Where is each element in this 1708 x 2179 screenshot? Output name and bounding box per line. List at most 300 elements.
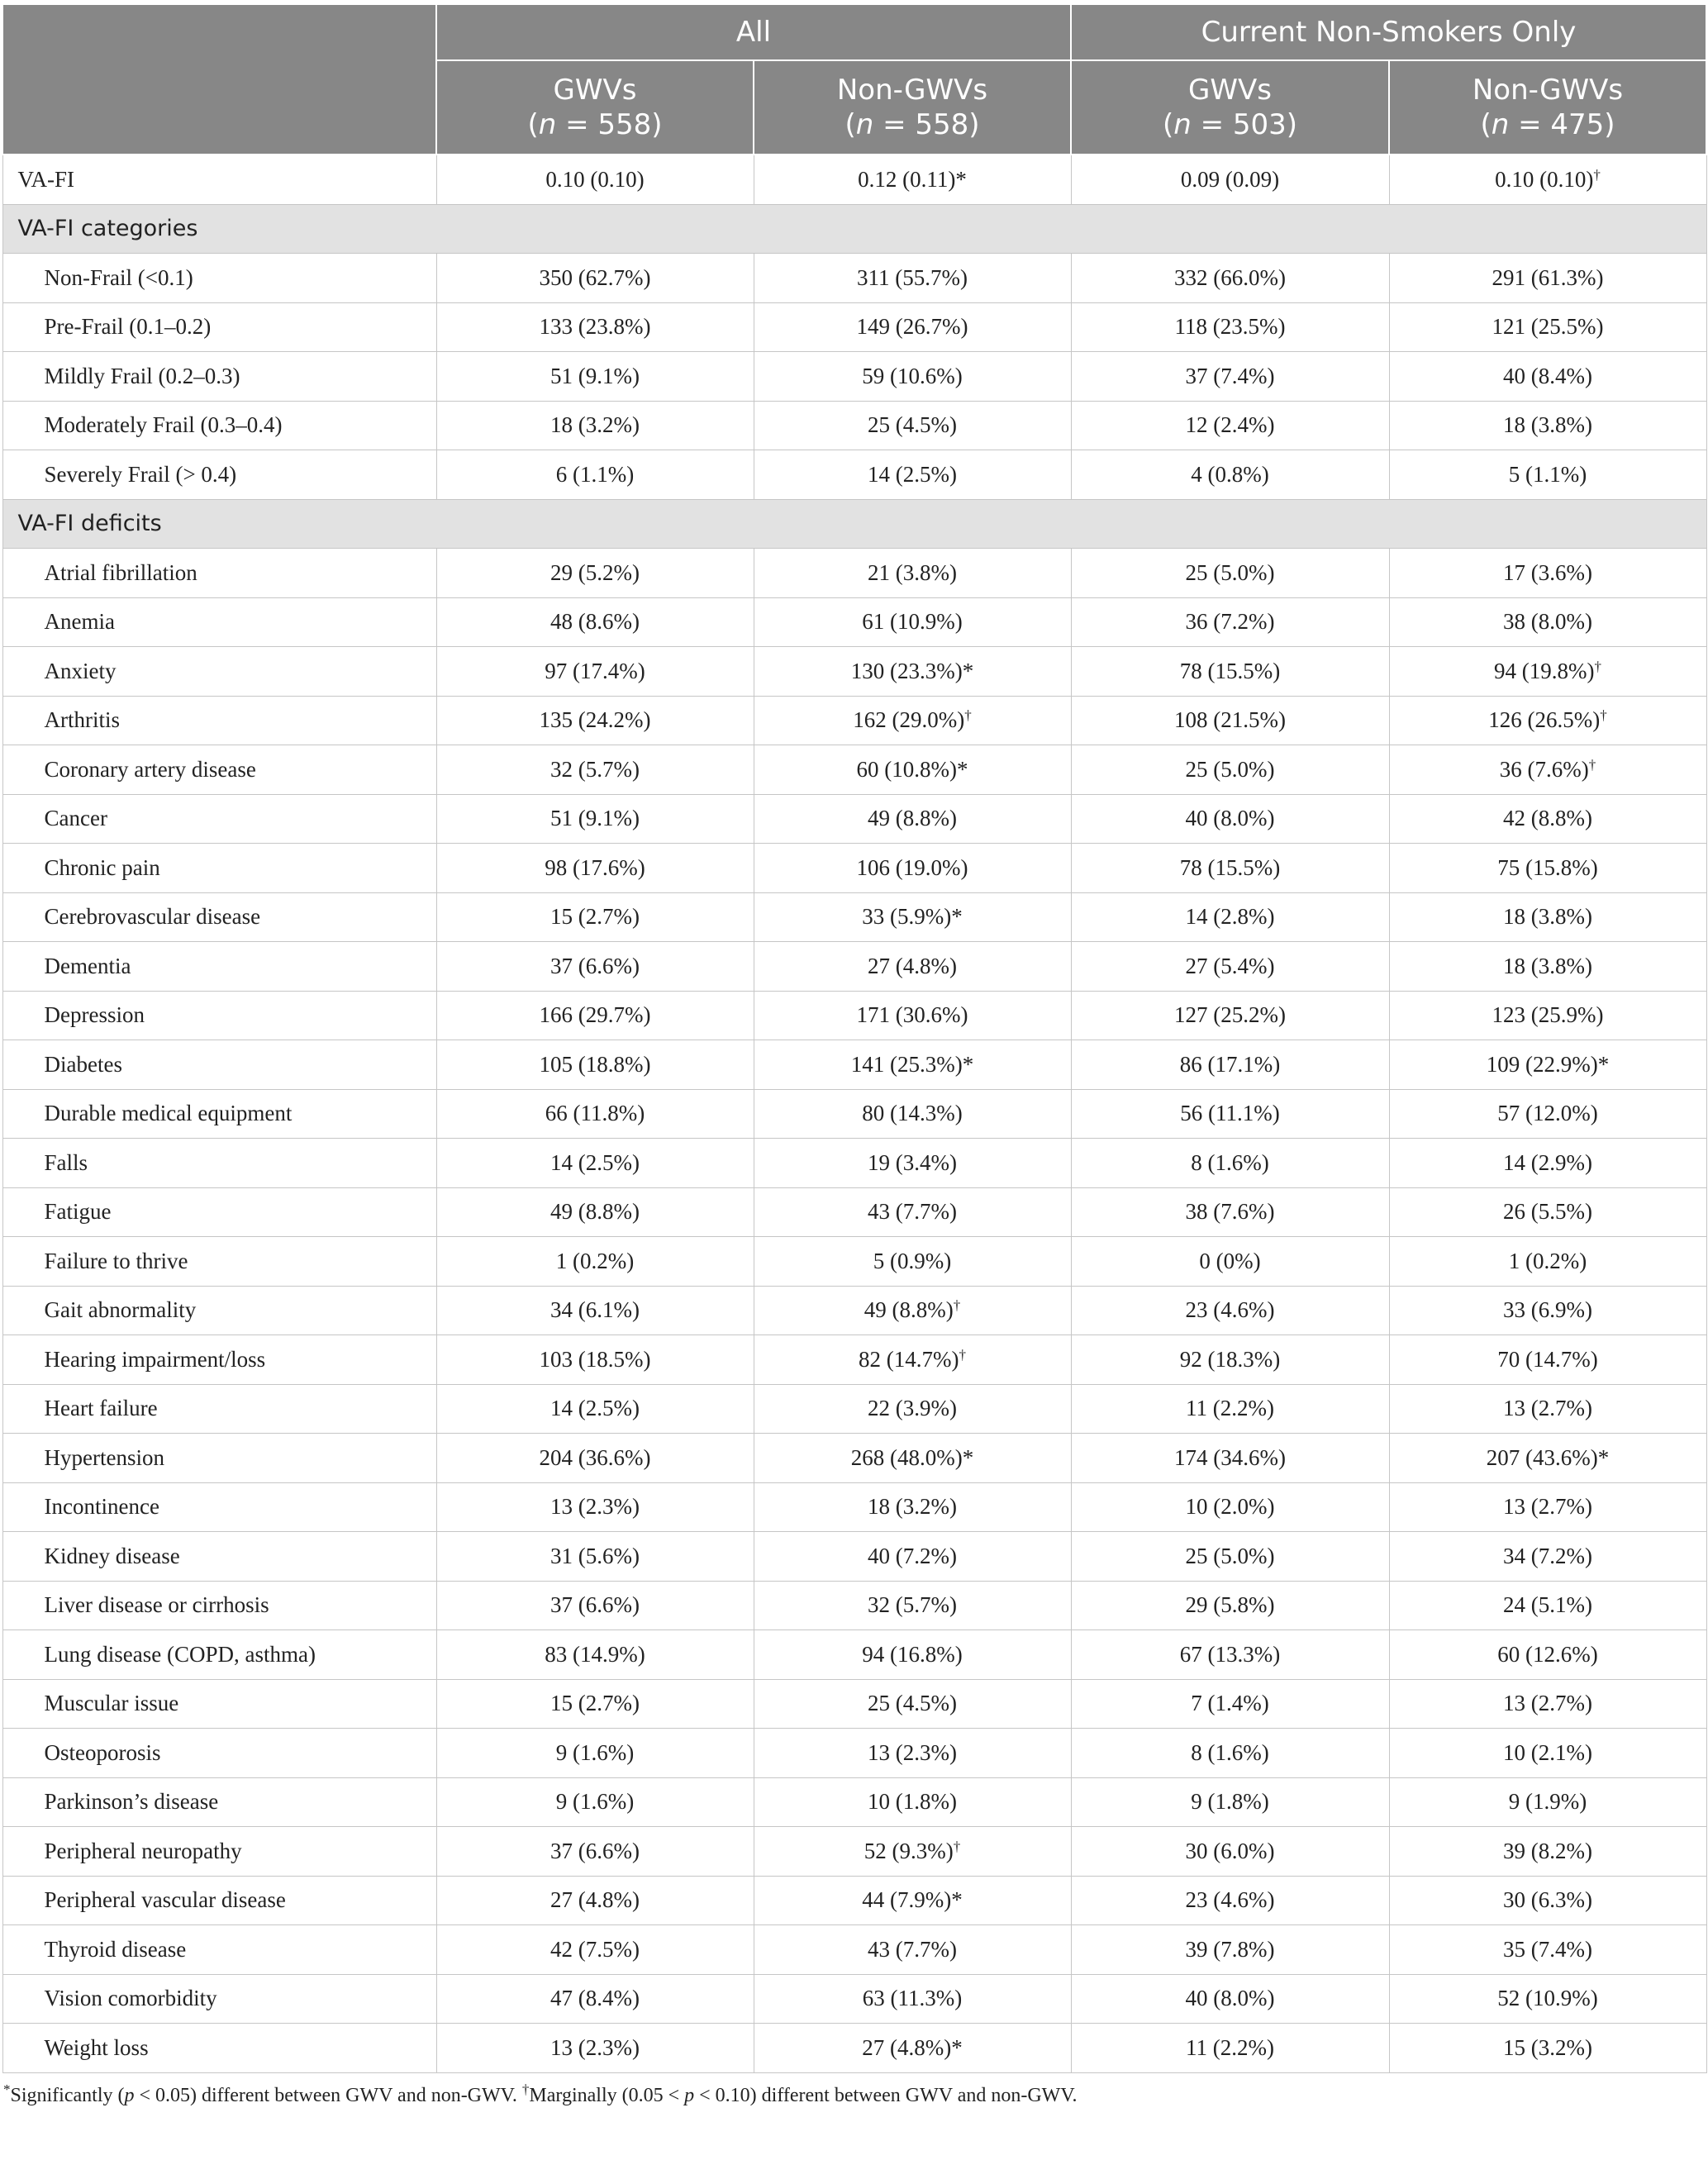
row-label: Pre-Frail (0.1–0.2)	[2, 302, 436, 352]
table-cell	[754, 1434, 1071, 1483]
table-cell	[754, 1286, 1071, 1335]
cell-value: 5 (0.9%)	[873, 1248, 952, 1273]
table-cell	[436, 549, 754, 598]
cell-value: 39 (7.8%)	[1185, 1936, 1275, 1962]
table-cell	[1071, 155, 1389, 204]
table-cell	[1389, 401, 1706, 450]
cell-value: 60 (12.6%)	[1497, 1641, 1598, 1667]
table-row	[2, 1679, 1706, 1729]
cell-value: 31 (5.6%)	[550, 1543, 640, 1568]
row-label: Diabetes	[2, 1040, 436, 1090]
cell-value: 4 (0.8%)	[1191, 461, 1269, 487]
table-cell	[1071, 302, 1389, 352]
table-header	[2, 4, 1706, 155]
table-cell	[1071, 1532, 1389, 1582]
cell-value: 15 (2.7%)	[550, 904, 640, 930]
table-cell	[754, 1974, 1071, 2024]
table-cell	[1389, 1532, 1706, 1582]
table-cell	[1071, 1630, 1389, 1680]
column-header	[436, 60, 754, 155]
table-cell	[754, 1679, 1071, 1729]
table-row	[2, 1827, 1706, 1877]
cell-marker: †	[1588, 756, 1596, 773]
table-cell	[1389, 1187, 1706, 1237]
table-cell	[1389, 1089, 1706, 1139]
cell-value: 80 (14.3%)	[862, 1101, 963, 1126]
cell-value: 1 (0.2%)	[555, 1248, 635, 1273]
table-cell	[754, 991, 1071, 1040]
table-row	[2, 549, 1706, 598]
table-cell	[1071, 1089, 1389, 1139]
cell-value: 18 (3.8%)	[1503, 953, 1592, 978]
cell-value: 9 (1.6%)	[555, 1739, 635, 1765]
row-label: Failure to thrive	[2, 1237, 436, 1287]
table-cell	[1389, 991, 1706, 1040]
table-row	[2, 1729, 1706, 1778]
table-cell	[1071, 745, 1389, 795]
cell-value: 40 (7.2%)	[868, 1543, 957, 1568]
cell-value: 133 (23.8%)	[539, 314, 651, 340]
column-header-name: Non-GWVs	[836, 74, 988, 107]
cell-value: 10 (2.1%)	[1503, 1739, 1592, 1765]
cell-marker: †	[959, 1346, 966, 1363]
cell-value: 92 (18.3%)	[1179, 1346, 1281, 1372]
cell-value: 15 (2.7%)	[550, 1691, 640, 1716]
column-header-n: (n = 558)	[527, 108, 663, 141]
table-row	[2, 450, 1706, 500]
table-row	[2, 892, 1706, 942]
table-cell	[1071, 1876, 1389, 1925]
table-row	[2, 1040, 1706, 1090]
cell-value: 130 (23.3%)*	[850, 658, 974, 683]
table-cell	[1389, 1384, 1706, 1434]
cell-value: 47 (8.4%)	[550, 1986, 640, 2011]
cell-value: 13 (2.7%)	[1503, 1691, 1592, 1716]
table-cell	[1071, 1187, 1389, 1237]
header-corner	[2, 4, 436, 155]
cell-value: 207 (43.6%)*	[1486, 1444, 1610, 1470]
table-row	[2, 1434, 1706, 1483]
cell-value: 66 (11.8%)	[545, 1101, 645, 1126]
table-cell	[754, 450, 1071, 500]
row-label: Mildly Frail (0.2–0.3)	[2, 352, 436, 402]
cell-value: 39 (8.2%)	[1503, 1838, 1592, 1863]
table-cell	[1071, 942, 1389, 992]
table-cell	[436, 1187, 754, 1237]
table-cell	[436, 1679, 754, 1729]
table-cell	[1389, 844, 1706, 893]
table-cell	[754, 1777, 1071, 1827]
cell-value: 14 (2.5%)	[550, 1149, 640, 1175]
table-row	[2, 647, 1706, 697]
table-cell	[1071, 1925, 1389, 1975]
section-row	[2, 499, 1706, 549]
table-cell	[1389, 745, 1706, 795]
table-cell	[754, 2024, 1071, 2073]
cell-value: 18 (3.2%)	[550, 412, 640, 438]
table-cell	[436, 1729, 754, 1778]
table-cell	[754, 1581, 1071, 1630]
table-cell	[754, 1630, 1071, 1680]
cell-value: 105 (18.8%)	[539, 1051, 651, 1077]
table-cell	[436, 1974, 754, 2024]
column-header	[1071, 60, 1389, 155]
table-cell	[1071, 549, 1389, 598]
row-label: Heart failure	[2, 1384, 436, 1434]
table-cell	[1389, 1925, 1706, 1975]
column-header	[1389, 60, 1706, 155]
cell-marker: †	[1600, 707, 1607, 724]
cell-value: 37 (6.6%)	[550, 1592, 640, 1618]
row-label: VA-FI	[2, 155, 436, 204]
cell-value: 126 (26.5%)	[1488, 707, 1601, 733]
table-cell	[436, 302, 754, 352]
cell-value: 204 (36.6%)	[539, 1444, 651, 1470]
cell-value: 49 (8.8%)	[550, 1199, 640, 1225]
table-cell	[1071, 1286, 1389, 1335]
cell-value: 291 (61.3%)	[1492, 264, 1604, 290]
table-row	[2, 1925, 1706, 1975]
row-label: Non-Frail (<0.1)	[2, 254, 436, 303]
table-cell	[754, 254, 1071, 303]
table-cell	[436, 1581, 754, 1630]
row-label: Coronary artery disease	[2, 745, 436, 795]
row-label: Severely Frail (> 0.4)	[2, 450, 436, 500]
table-row	[2, 696, 1706, 745]
table-cell	[1071, 1040, 1389, 1090]
cell-value: 7 (1.4%)	[1191, 1691, 1269, 1716]
cell-value: 42 (7.5%)	[550, 1936, 640, 1962]
table-cell	[1071, 696, 1389, 745]
table-row	[2, 794, 1706, 844]
table-cell	[754, 597, 1071, 647]
table-cell	[436, 352, 754, 402]
cell-value: 52 (10.9%)	[1497, 1986, 1598, 2011]
row-label: Muscular issue	[2, 1679, 436, 1729]
table-cell	[754, 844, 1071, 893]
cell-value: 24 (5.1%)	[1503, 1592, 1592, 1618]
cell-value: 18 (3.8%)	[1503, 904, 1592, 930]
cell-value: 18 (3.8%)	[1503, 412, 1592, 438]
row-label: Cerebrovascular disease	[2, 892, 436, 942]
table-footnote	[2, 2081, 1706, 2107]
row-label: Anemia	[2, 597, 436, 647]
section-heading: VA-FI categories	[2, 204, 1706, 254]
table-cell	[436, 1925, 754, 1975]
row-label: Lung disease (COPD, asthma)	[2, 1630, 436, 1680]
cell-value: 13 (2.3%)	[550, 1494, 640, 1520]
table-row	[2, 1187, 1706, 1237]
cell-marker: †	[964, 707, 972, 724]
cell-value: 25 (5.0%)	[1185, 1543, 1275, 1568]
table-cell	[436, 254, 754, 303]
cell-value: 118 (23.5%)	[1174, 314, 1286, 340]
cell-value: 13 (2.3%)	[868, 1739, 957, 1765]
cell-value: 34 (7.2%)	[1503, 1543, 1592, 1568]
cell-marker: †	[1594, 658, 1601, 674]
cell-value: 59 (10.6%)	[862, 363, 963, 388]
cell-value: 29 (5.8%)	[1185, 1592, 1275, 1618]
table-cell	[1389, 696, 1706, 745]
table-row	[2, 844, 1706, 893]
table-cell	[1389, 549, 1706, 598]
table-row	[2, 1482, 1706, 1532]
cell-value: 94 (19.8%)	[1494, 658, 1595, 683]
cell-value: 14 (2.5%)	[550, 1396, 640, 1421]
table-cell	[754, 1089, 1071, 1139]
cell-value: 49 (8.8%)	[864, 1297, 954, 1323]
cell-value: 42 (8.8%)	[1503, 806, 1592, 831]
cell-value: 43 (7.7%)	[868, 1199, 957, 1225]
cell-value: 67 (13.3%)	[1179, 1641, 1281, 1667]
row-label: Gait abnormality	[2, 1286, 436, 1335]
cell-value: 332 (66.0%)	[1174, 264, 1286, 290]
cell-value: 32 (5.7%)	[868, 1592, 957, 1618]
footnote-marg-text-b: < 0.10) different between GWV and non-GWV.	[694, 2084, 1078, 2106]
row-label: Moderately Frail (0.3–0.4)	[2, 401, 436, 450]
cell-value: 11 (2.2%)	[1186, 1396, 1274, 1421]
table-cell	[1389, 1237, 1706, 1287]
cell-value: 98 (17.6%)	[545, 854, 645, 880]
row-label: Osteoporosis	[2, 1729, 436, 1778]
table-cell	[1389, 647, 1706, 697]
table-cell	[436, 1876, 754, 1925]
cell-value: 33 (5.9%)*	[862, 904, 963, 930]
cell-value: 61 (10.9%)	[862, 609, 963, 635]
table-cell	[754, 1729, 1071, 1778]
table-cell	[754, 1040, 1071, 1090]
row-label: Kidney disease	[2, 1532, 436, 1582]
table-cell	[1389, 1876, 1706, 1925]
table-cell	[436, 1286, 754, 1335]
table-cell	[1071, 401, 1389, 450]
table-cell	[1389, 1139, 1706, 1188]
table-row	[2, 1876, 1706, 1925]
row-label: Peripheral neuropathy	[2, 1827, 436, 1877]
table-cell	[1389, 352, 1706, 402]
cell-value: 0.10 (0.10)	[545, 166, 645, 192]
table-cell	[436, 2024, 754, 2073]
cell-value: 34 (6.1%)	[550, 1297, 640, 1323]
column-header-n: (n = 503)	[1162, 108, 1298, 141]
header-group-nonsmokers: Current Non-Smokers Only	[1071, 4, 1706, 60]
cell-value: 14 (2.8%)	[1185, 904, 1275, 930]
table-row	[2, 1777, 1706, 1827]
table-cell	[436, 745, 754, 795]
cell-value: 5 (1.1%)	[1508, 461, 1587, 487]
table-cell	[754, 302, 1071, 352]
table-row	[2, 302, 1706, 352]
cell-value: 8 (1.6%)	[1191, 1739, 1269, 1765]
cell-value: 63 (11.3%)	[862, 1986, 963, 2011]
footnote-sig-text-a: Significantly (	[10, 2084, 125, 2106]
footnote-marg-text-a: Marginally (0.05 <	[529, 2084, 685, 2106]
table-cell	[754, 1187, 1071, 1237]
table-cell	[1071, 1482, 1389, 1532]
table-cell	[1071, 794, 1389, 844]
cell-value: 37 (7.4%)	[1185, 363, 1275, 388]
table-cell	[1389, 155, 1706, 204]
cell-value: 38 (7.6%)	[1185, 1199, 1275, 1225]
table-cell	[436, 1482, 754, 1532]
table-cell	[1071, 1827, 1389, 1877]
table-cell	[1389, 254, 1706, 303]
cell-value: 40 (8.0%)	[1185, 806, 1275, 831]
table-cell	[1071, 1237, 1389, 1287]
table-cell	[1071, 597, 1389, 647]
cell-value: 311 (55.7%)	[857, 264, 968, 290]
table-cell	[754, 745, 1071, 795]
table-cell	[1389, 1777, 1706, 1827]
table-cell	[1389, 1679, 1706, 1729]
cell-value: 21 (3.8%)	[868, 559, 957, 585]
table-cell	[436, 892, 754, 942]
column-header-n: (n = 558)	[844, 108, 980, 141]
table-cell	[754, 155, 1071, 204]
table-cell	[754, 401, 1071, 450]
cell-value: 30 (6.0%)	[1185, 1838, 1275, 1863]
table-row	[2, 1532, 1706, 1582]
table-row	[2, 2024, 1706, 2073]
cell-value: 166 (29.7%)	[539, 1002, 651, 1028]
cell-value: 32 (5.7%)	[550, 756, 640, 782]
cell-value: 44 (7.9%)*	[862, 1887, 963, 1913]
table-row	[2, 942, 1706, 992]
table-row	[2, 1139, 1706, 1188]
table-cell	[1389, 302, 1706, 352]
table-cell	[1071, 844, 1389, 893]
cell-value: 8 (1.6%)	[1191, 1149, 1269, 1175]
table-cell	[754, 1237, 1071, 1287]
table-cell	[1071, 647, 1389, 697]
cell-value: 103 (18.5%)	[539, 1346, 651, 1372]
row-label: Peripheral vascular disease	[2, 1876, 436, 1925]
cell-value: 36 (7.2%)	[1185, 609, 1275, 635]
cell-value: 13 (2.7%)	[1503, 1396, 1592, 1421]
row-label: Anxiety	[2, 647, 436, 697]
table-row	[2, 1335, 1706, 1385]
row-label: Incontinence	[2, 1482, 436, 1532]
cell-value: 109 (22.9%)*	[1486, 1051, 1610, 1077]
column-header-name: GWVs	[1188, 74, 1272, 107]
footnote-marg-mark: †	[521, 2081, 530, 2097]
table-cell	[754, 352, 1071, 402]
cell-value: 43 (7.7%)	[868, 1936, 957, 1962]
table-cell	[436, 1630, 754, 1680]
cell-value: 27 (4.8%)	[550, 1887, 640, 1913]
table-cell	[436, 1237, 754, 1287]
table-cell	[1389, 1434, 1706, 1483]
footnote-sig-var: p	[124, 2084, 135, 2106]
cell-value: 14 (2.9%)	[1503, 1149, 1592, 1175]
cell-value: 48 (8.6%)	[550, 609, 640, 635]
cell-value: 14 (2.5%)	[868, 461, 957, 487]
cell-value: 0 (0%)	[1199, 1248, 1261, 1273]
cell-value: 174 (34.6%)	[1174, 1444, 1286, 1470]
cell-value: 25 (5.0%)	[1185, 559, 1275, 585]
cell-value: 135 (24.2%)	[539, 707, 651, 733]
table-cell	[436, 942, 754, 992]
table-cell	[1071, 991, 1389, 1040]
row-label: Weight loss	[2, 2024, 436, 2073]
cell-value: 78 (15.5%)	[1179, 658, 1281, 683]
cell-value: 121 (25.5%)	[1492, 314, 1604, 340]
row-label: Parkinson’s disease	[2, 1777, 436, 1827]
cell-value: 51 (9.1%)	[550, 363, 640, 388]
cell-value: 35 (7.4%)	[1503, 1936, 1592, 1962]
row-label: Hypertension	[2, 1434, 436, 1483]
table-cell	[754, 892, 1071, 942]
column-header-name: Non-GWVs	[1472, 74, 1624, 107]
table-row	[2, 1286, 1706, 1335]
table-cell	[436, 401, 754, 450]
cell-value: 29 (5.2%)	[550, 559, 640, 585]
table-row	[2, 1237, 1706, 1287]
table-container	[2, 3, 1706, 2107]
table-cell	[1389, 1335, 1706, 1385]
table-cell	[1389, 892, 1706, 942]
cell-value: 33 (6.9%)	[1503, 1297, 1592, 1323]
table-cell	[1071, 1581, 1389, 1630]
frailty-table	[2, 3, 1707, 2073]
cell-value: 38 (8.0%)	[1503, 609, 1592, 635]
cell-value: 123 (25.9%)	[1492, 1002, 1604, 1028]
table-cell	[754, 1384, 1071, 1434]
table-cell	[1389, 1482, 1706, 1532]
cell-value: 25 (4.5%)	[868, 1691, 957, 1716]
cell-value: 106 (19.0%)	[856, 854, 968, 880]
table-cell	[754, 1827, 1071, 1877]
row-label: Cancer	[2, 794, 436, 844]
table-cell	[1071, 2024, 1389, 2073]
cell-value: 13 (2.3%)	[550, 2034, 640, 2060]
table-cell	[436, 1827, 754, 1877]
cell-value: 1 (0.2%)	[1508, 1248, 1587, 1273]
cell-value: 37 (6.6%)	[550, 953, 640, 978]
table-cell	[1389, 794, 1706, 844]
cell-value: 94 (16.8%)	[862, 1641, 963, 1667]
footnote-sig-mark: *	[3, 2081, 11, 2097]
table-cell	[1071, 352, 1389, 402]
table-cell	[1389, 1827, 1706, 1877]
table-cell	[1071, 1777, 1389, 1827]
cell-value: 27 (5.4%)	[1185, 953, 1275, 978]
cell-value: 268 (48.0%)*	[850, 1444, 974, 1470]
table-row	[2, 352, 1706, 402]
table-cell	[436, 696, 754, 745]
cell-value: 10 (2.0%)	[1185, 1494, 1275, 1520]
table-cell	[1389, 1630, 1706, 1680]
cell-value: 60 (10.8%)*	[856, 756, 968, 782]
table-cell	[1071, 1384, 1389, 1434]
table-row	[2, 745, 1706, 795]
cell-value: 75 (15.8%)	[1497, 854, 1598, 880]
cell-value: 9 (1.6%)	[555, 1789, 635, 1815]
cell-value: 57 (12.0%)	[1497, 1101, 1598, 1126]
cell-value: 141 (25.3%)*	[850, 1051, 974, 1077]
cell-value: 11 (2.2%)	[1186, 2034, 1274, 2060]
table-cell	[436, 450, 754, 500]
cell-value: 40 (8.4%)	[1503, 363, 1592, 388]
cell-value: 25 (5.0%)	[1185, 756, 1275, 782]
table-cell	[436, 1089, 754, 1139]
cell-value: 86 (17.1%)	[1179, 1051, 1281, 1077]
section-row	[2, 204, 1706, 254]
table-cell	[754, 549, 1071, 598]
table-cell	[754, 942, 1071, 992]
table-row	[2, 991, 1706, 1040]
row-label: Dementia	[2, 942, 436, 992]
